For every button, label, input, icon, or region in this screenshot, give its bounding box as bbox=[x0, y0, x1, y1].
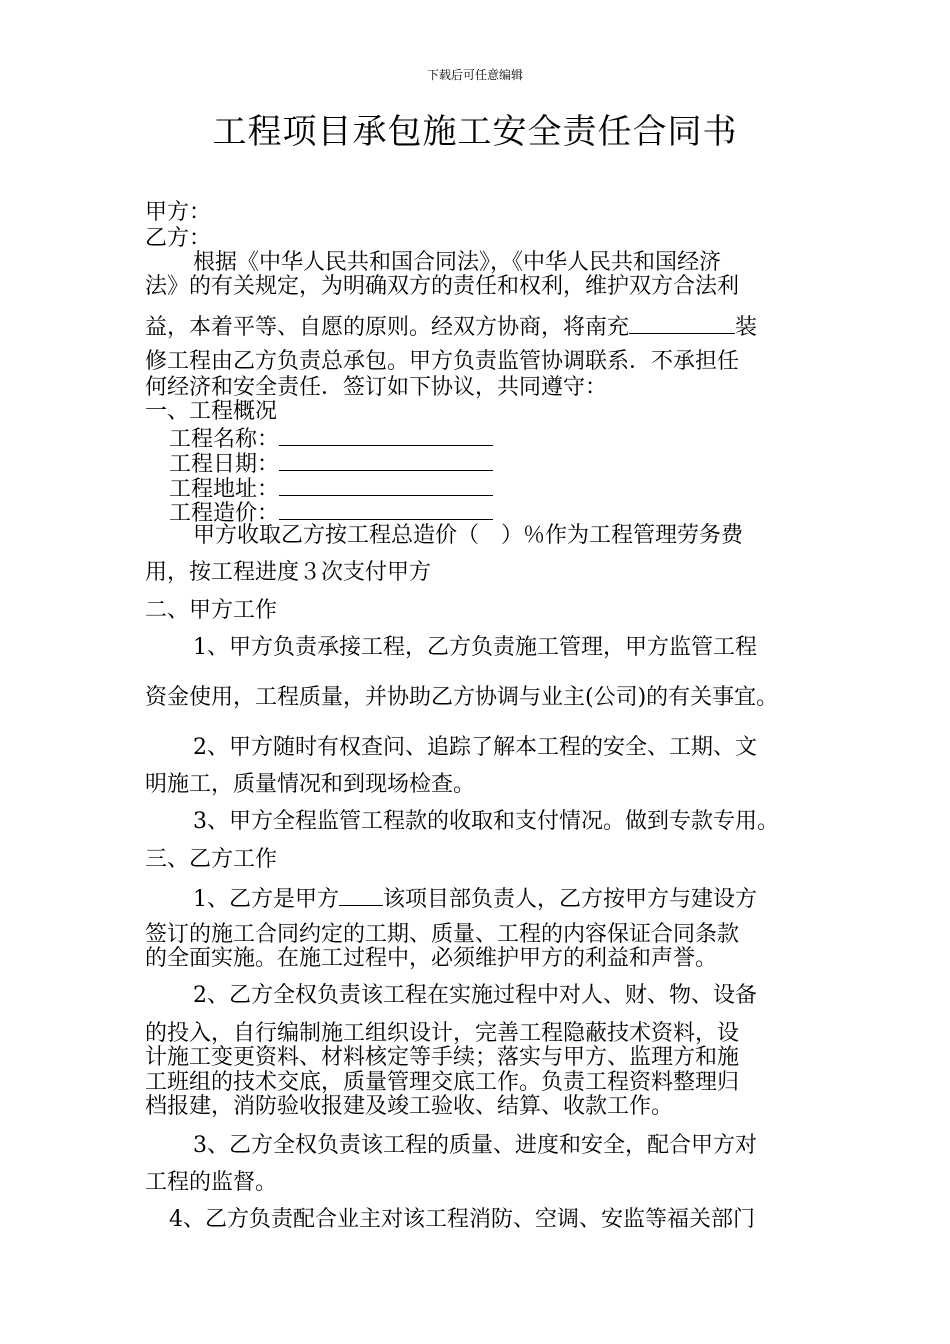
field-blank bbox=[279, 499, 493, 520]
field-blank bbox=[279, 425, 493, 446]
party-b-duty-line: 4、乙方负责配合业主对该工程消防、空调、安监等福关部门 bbox=[169, 1207, 755, 1232]
intro-line-1: 根据《中华人民共和国合同法》，《中华人民共和国经济 bbox=[193, 250, 722, 275]
field-project-date bbox=[169, 450, 493, 478]
field-blank bbox=[279, 450, 493, 471]
party-b-duty-line bbox=[193, 885, 757, 913]
party-b-duty-line: 3、乙方全权负责该工程的质量、进度和安全，配合甲方对 bbox=[193, 1133, 757, 1158]
intro-line-2: 法》的有关规定，为明确双方的责任和权利，维护双方合法利 bbox=[145, 274, 740, 299]
field-project-name bbox=[169, 425, 493, 453]
field-label: 工程名称： bbox=[169, 427, 280, 452]
party-b-duty-line: 工班组的技术交底，质量管理交底工作。负责工程资料整理归 bbox=[145, 1070, 740, 1095]
section-3-heading: 三、乙方工作 bbox=[145, 847, 278, 872]
party-b-duty-line: 档报建，消防验收报建及竣工验收、结算、收款工作。 bbox=[145, 1094, 674, 1119]
field-blank bbox=[279, 475, 493, 496]
party-b-duty-line: 的全面实施。在施工过程中，必须维护甲方的利益和声誉。 bbox=[145, 946, 718, 971]
intro-line-3 bbox=[145, 313, 757, 341]
field-label: 工程造价： bbox=[169, 501, 280, 526]
field-label: 工程地址： bbox=[169, 477, 280, 502]
party-b-duty-line: 的投入，自行编制施工组织设计，完善工程隐蔽技术资料，设 bbox=[145, 1021, 740, 1046]
intro-text-3b: 装 bbox=[735, 315, 758, 340]
intro-line-4: 修工程由乙方负责总承包。甲方负责监管协调联系．不承担任 bbox=[145, 349, 740, 374]
document-title: 工程项目承包施工安全责任合同书 bbox=[212, 112, 738, 152]
manager-blank bbox=[339, 885, 383, 906]
party-a-duty-line: 2、甲方随时有权查问、追踪了解本工程的安全、工期、文 bbox=[193, 735, 757, 760]
party-b-duty-line: 2、乙方全权负责该工程在实施过程中对人、财、物、设备 bbox=[193, 983, 757, 1008]
party-a-duty-line: 资金使用，工程质量，并协助乙方协调与业主(公司)的有关事宜。 bbox=[145, 685, 779, 710]
party-b-duty-line: 计施工变更资料、材料核定等手续；落实与甲方、监理方和施 bbox=[145, 1045, 740, 1070]
party-a-duty-line: 3、甲方全程监管工程款的收取和支付情况。做到专款专用。 bbox=[193, 809, 779, 834]
party-a-label: 甲方： bbox=[145, 200, 212, 225]
party-a-duty-line: 1、甲方负责承接工程，乙方负责施工管理，甲方监管工程 bbox=[193, 635, 757, 660]
section-2-heading: 二、甲方工作 bbox=[145, 598, 278, 623]
field-label: 工程日期： bbox=[169, 452, 280, 477]
project-name-blank bbox=[629, 313, 735, 334]
party-b-duty-text: 1、乙方是甲方 bbox=[193, 887, 339, 912]
party-a-duty-line: 明施工，质量情况和到现场检查。 bbox=[145, 772, 476, 797]
section-1-heading: 一、工程概况 bbox=[145, 399, 278, 424]
party-b-label: 乙方： bbox=[145, 226, 212, 251]
fee-line-1: 甲方收取乙方按工程总造价（ ）％作为工程管理劳务费 bbox=[193, 523, 744, 548]
party-b-duty-text: 该项目部负责人，乙方按甲方与建设方 bbox=[383, 887, 758, 912]
intro-line-5: 何经济和安全责任．签订如下协议，共同遵守： bbox=[145, 375, 608, 400]
fee-line-2: 用，按工程进度３次支付甲方 bbox=[145, 560, 432, 585]
party-b-duty-line: 签订的施工合同约定的工期、质量、工程的内容保证合同条款 bbox=[145, 922, 740, 947]
header-note: 下载后可任意编辑 bbox=[426, 68, 523, 82]
intro-text-3: 益，本着平等、自愿的原则。经双方协商，将南充 bbox=[145, 315, 630, 340]
party-b-duty-line: 工程的监督。 bbox=[145, 1170, 278, 1195]
